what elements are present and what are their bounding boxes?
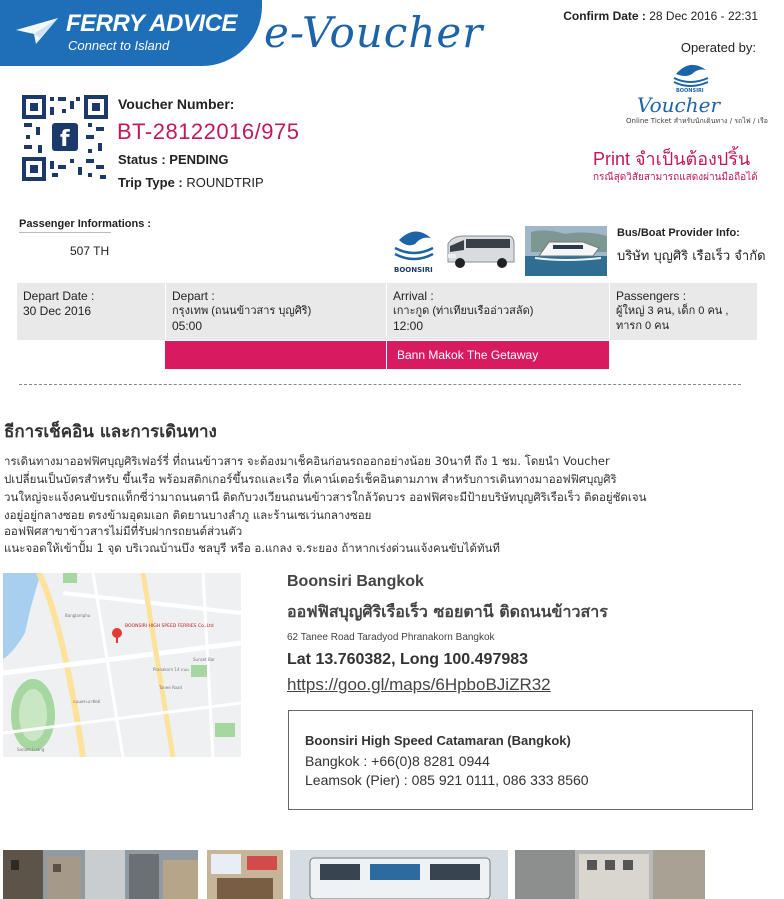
trip-details-table <box>17 283 757 340</box>
checkin-line: วนใหญ่จะแจ้งคนขับรถแท็กซี่ว่ามาถนนตานี ติดกับวงเวียนถนนข้าวสารใกล้วัดบวร ออฟฟิศจะมีป้ายบริษัทบุญศิริเรือเร็ว ติดอยู่ชัดเจน <box>4 490 647 504</box>
map-label: Pranakorn 14 ถนน <box>153 667 189 672</box>
brand-tagline: Connect to Island <box>68 38 170 53</box>
arrival-place: เกาะกูด (ท่าเทียบเรืออ่าวสลัด) <box>393 305 534 317</box>
map-canvas <box>3 573 241 757</box>
voucher-number-label: Voucher Number: <box>118 96 235 112</box>
divider <box>386 341 387 369</box>
trip-type-value: ROUNDTRIP <box>186 175 264 190</box>
location-coordinates: Lat 13.760382, Long 100.497983 <box>287 651 529 668</box>
dashed-divider <box>19 384 741 385</box>
depart-cell <box>166 283 386 340</box>
operator-small-text: Online Ticket สำหรับนักเดินทาง / รถไฟ / เรือ <box>626 117 768 125</box>
confirm-date-value: 28 Dec 2016 - 22:31 <box>649 9 758 23</box>
paper-plane-icon <box>14 16 60 46</box>
status-label: Status : <box>118 152 166 167</box>
van-photo <box>444 230 518 272</box>
confirm-date-label: Confirm Date : <box>563 9 646 23</box>
svg-text:f: f <box>60 127 70 152</box>
provider-logo-text: BOONSIRI <box>394 266 433 274</box>
contact-title: Boonsiri High Speed Catamaran (Bangkok) <box>305 733 571 748</box>
location-address: 62 Tanee Road Taradyod Phranakorn Bangkok <box>287 632 495 643</box>
passengers-label: Passengers : <box>616 289 687 303</box>
map-label: Tanee Road <box>159 685 182 690</box>
passenger-info-value: 507 TH <box>70 244 110 258</box>
operated-by-label: Operated by: <box>680 40 756 55</box>
print-subnotice: กรณีสุดวิสัยสามารถแสดงผ่านมือถือได้ <box>593 172 758 183</box>
passengers-cell <box>610 283 757 340</box>
passengers-line2: ทารก 0 คน <box>616 320 670 332</box>
contact-bangkok: Bangkok : +66(0)8 8281 0944 <box>305 753 490 769</box>
checkin-line: งอยู่อยู่กลางซอย ตรงข้ามอุดมเอก ติดยานบางลำภู และร้านเซเว่นกลางซอย <box>4 508 372 522</box>
location-title-thai: ออฟฟิสบุญศิริเรือเร็ว ซอยตานี ติดถนนข้าวสาร <box>287 602 608 621</box>
bus-photo <box>290 850 508 899</box>
map-label: Sanam Luang <box>17 747 45 752</box>
location-title: Boonsiri Bangkok <box>287 573 424 590</box>
checkin-heading: ธีการเช็คอิน และการเดินทาง <box>4 422 217 442</box>
status-badge: PENDING <box>169 152 229 167</box>
print-notice: Print จำเป็นต้องปริ้น <box>593 149 751 169</box>
depart-label: Depart : <box>172 289 215 303</box>
passenger-info-label: Passenger Informations : <box>19 218 152 230</box>
checkin-line: แนะจอดให้เข้าปั้ม 1 จุด บริเวณบ้านบึง ชลบุรี หรือ อ.แกลง จ.ระยอง ถ้าหากเร่งด่วนแจ้งคนขับได้ทันที <box>4 541 501 555</box>
depart-date-cell <box>17 283 165 340</box>
arrival-cell <box>387 283 609 340</box>
contact-leamsok: Leamsok (Pier) : 085 921 0111, 086 333 8560 <box>305 772 589 788</box>
voucher-number: BT-28122016/975 <box>117 119 300 144</box>
doc-title: e-Voucher <box>264 8 484 57</box>
operator-logo-text: BOONSIRI <box>676 88 704 94</box>
arrival-label: Arrival : <box>393 289 434 303</box>
hotel-bar <box>165 341 609 369</box>
depart-place: กรุงเทพ (ถนนข้าวสาร บุญศิริ) <box>172 305 312 317</box>
checkin-line: ออฟฟิศสาขาข้าวสารไม่มีที่รับฝากรถยนต์ส่วนตัว <box>4 524 243 538</box>
boonsiri-provider-logo <box>389 226 439 274</box>
provider-name: บริษัท บุญศิริ เรือเร็ว จำกัด <box>617 249 766 264</box>
location-map[interactable] <box>3 573 241 757</box>
operator-voucher-text: Voucher <box>637 93 721 117</box>
depart-time: 05:00 <box>172 319 203 333</box>
map-label: Sunset Bar <box>193 657 215 662</box>
trip-type-label: Trip Type : <box>118 175 183 190</box>
arrival-time: 12:00 <box>393 319 424 333</box>
status-line <box>118 152 229 167</box>
confirm-date <box>563 9 758 23</box>
hotel-name: Bann Makok The Getaway <box>397 348 539 362</box>
provider-info-label: Bus/Boat Provider Info: <box>617 227 740 239</box>
map-label: Banglamphu <box>65 613 91 618</box>
depart-date-label: Depart Date : <box>23 289 95 303</box>
qr-code-icon <box>22 95 108 181</box>
office-building-photo <box>515 850 705 899</box>
passengers-line1: ผู้ใหญ่ 3 คน, เด็ก 0 คน , <box>616 305 729 317</box>
boat-photo <box>525 226 607 276</box>
map-marker-label: BOONSIRI HIGH SPEED FERRIES Co.,Ltd <box>125 624 214 629</box>
divider <box>19 232 111 233</box>
trip-type-line <box>118 175 264 190</box>
map-label: ถนนพระอาทิตย์ <box>73 699 101 704</box>
office-street-photo <box>3 850 198 899</box>
checkin-line: ปเปลี่ยนเป็นบัตรสำหรับ ขึ้นเรือ พร้อมสติกเกอร์ขึ้นรถและเรือ ที่เคาน์เตอร์เช็คอินตามภาพ สำหรับการเดินทางมาออฟฟิศบุญศิริ <box>4 472 617 486</box>
brand-name: FERRY ADVICE <box>66 10 237 37</box>
depart-date-value: 30 Dec 2016 <box>23 304 92 318</box>
map-link[interactable]: https://goo.gl/maps/6HpboBJiZR32 <box>287 675 551 694</box>
checkin-counter-photo <box>207 850 283 899</box>
checkin-line: ารเดินทางมาออฟฟิศบุญศิริเฟอร์รี่ ที่ถนนข้าวสาร จะต้องมาเช็คอินก่อนรถออกอย่างน้อย 30นาที ถึง 1 ชม. โดยนำ Voucher <box>4 454 610 468</box>
